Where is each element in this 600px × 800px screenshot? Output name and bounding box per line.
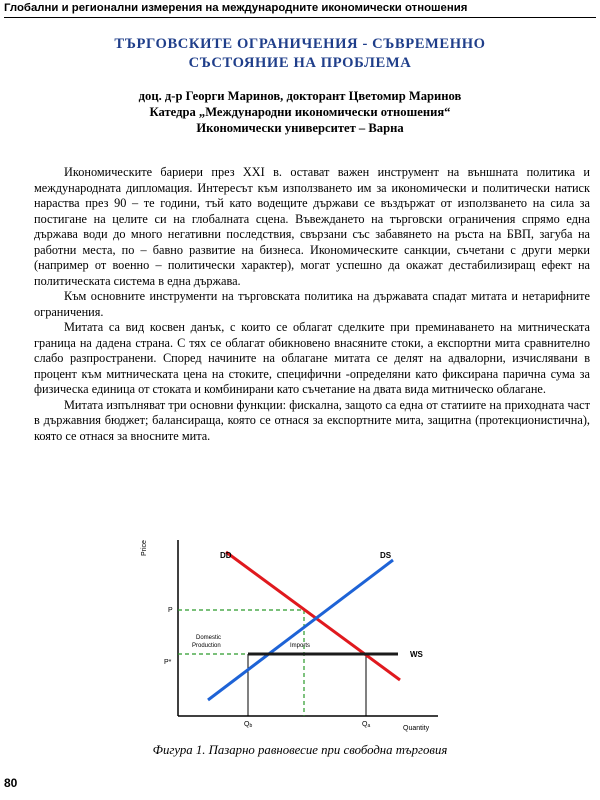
tick-label-p-star: P*: [164, 659, 172, 666]
y-axis-label: Price: [141, 540, 148, 556]
market-equilibrium-chart: [141, 530, 448, 742]
x-axis-label: Quantity: [403, 725, 430, 732]
authors-line: доц. д-р Георги Маринов, докторант Цветомир Маринов: [138, 89, 462, 103]
university-line: Икономически университет – Варна: [196, 121, 404, 135]
tick-label-p: P: [168, 607, 173, 614]
paragraph-2: Към основните инструменти на търговската политика на държавата спадат митата и нетарифните ограничения.: [34, 289, 590, 319]
page-number: 80: [4, 776, 18, 790]
figure-caption: Фигура 1. Пазарно равновесие при свободна търговия: [152, 743, 448, 757]
series-label-dd: DD: [220, 551, 232, 560]
series-label-ds: DS: [380, 551, 392, 560]
tick-label-qb: Qb: [244, 721, 253, 729]
paragraph-3: Митата са вид косвен данък, с които се облагат сделките при преминаването на митническата граница на дадена страна. С тях се облагат обикновено внасяните стоки, а експортни мита сравнително слабо разпространени. Според начините на облагане митата се делят на адвалорни, изчислявани в процент към митническата цена на стоките, специфични -определяни като фиксирана парична сума за физическа единица от стоката и комбинирани като съчетание на двата вида митническо облагане.: [34, 320, 590, 396]
paragraph-1: Икономическите бариери през XXI в. остават важен инструмент на външната политика и международната дипломация. Интересът към използването им за икономически и политически натиск нараства през 90 – те години, тъй като водещите държави се въздържат от използването на сила за постигане на целите си на глобалната сцена. Въвеждането на търговски ограничения спрямо една държава води до много негативни последствия, свързани със забавянето на ръста на БВП, загуба на работни места, по – бавно развитие на бизнеса. Икономическите санкции, съчетани с други мерки (например от военно – политически характер), могат успешно да окажат дестабилизиращ ефект на политическата система в една държава.: [34, 165, 590, 288]
article-title-line-2: СЪСТОЯНИЕ НА ПРОБЛЕМА: [188, 55, 412, 71]
annotation-imports: Imports: [290, 643, 311, 649]
chart-svg: [141, 530, 448, 742]
tick-label-qa: Qa: [362, 721, 371, 729]
running-header: Глобални и регионални измерения на международните икономически отношения: [4, 0, 596, 18]
article-title-line-1: ТЪРГОВСКИТЕ ОГРАНИЧЕНИЯ - СЪВРЕМЕННО: [114, 36, 486, 52]
supply-curve: [208, 560, 393, 700]
annotation-domestic: Domestic: [196, 635, 222, 641]
paragraph-4: Митата изпълняват три основни функции: фискална, защото са една от статиите на приходната част в държавния бюджет; балансираща, която се отнася за експортните мита, защитна (протекционистична), която се отнася за вносните мита.: [34, 397, 590, 443]
annotation-production: Production: [192, 643, 221, 649]
department-line: Катедра „Международни икономически отношения“: [149, 105, 451, 119]
demand-curve: [226, 552, 400, 680]
article-body: [34, 165, 590, 444]
series-label-ws: WS: [410, 650, 423, 659]
